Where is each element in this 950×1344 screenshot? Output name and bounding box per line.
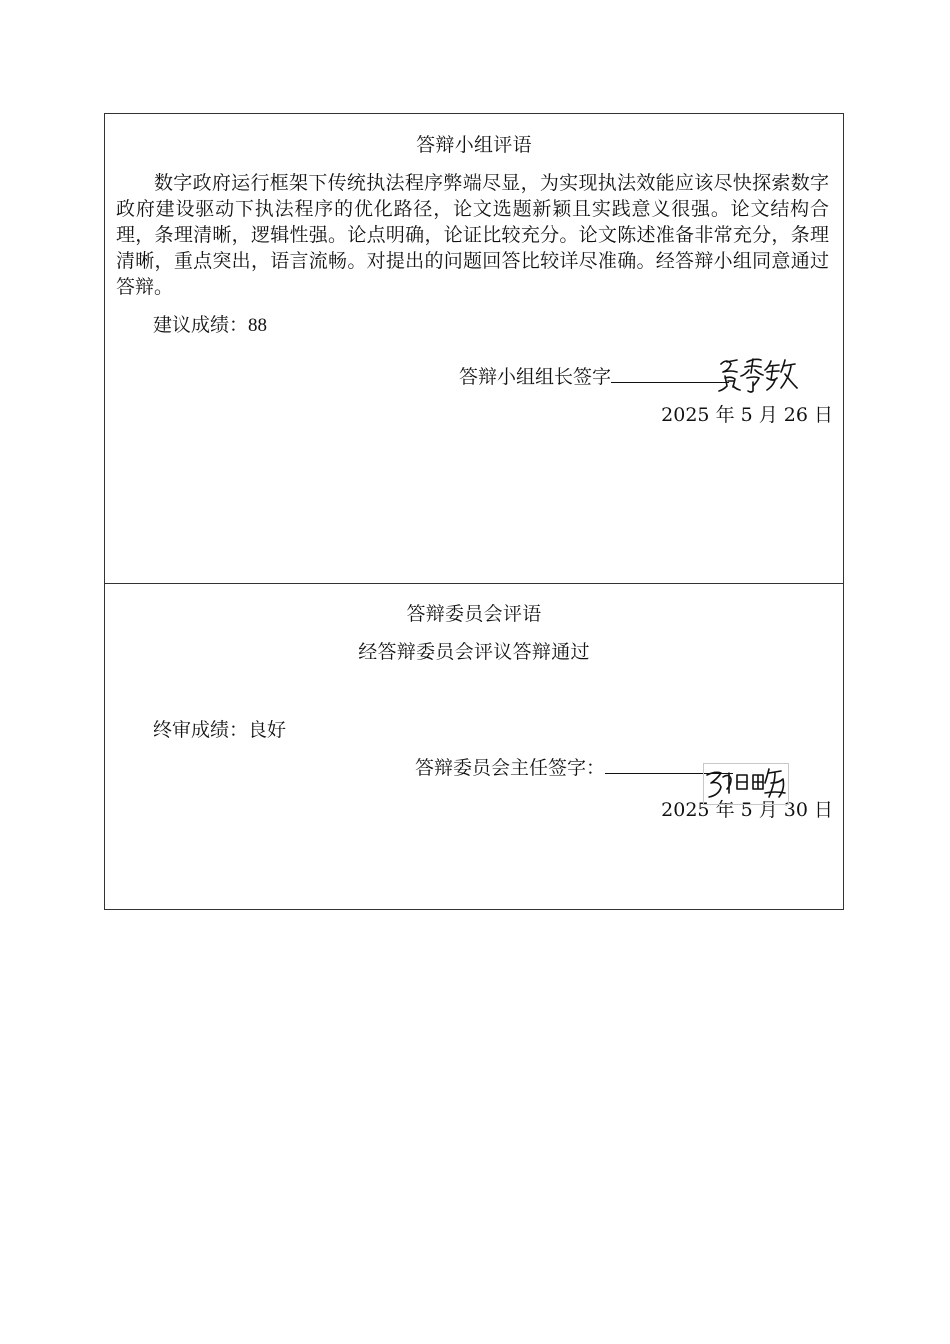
suggested-score-line: [153, 310, 267, 337]
defense-group-heading: 答辩小组评语: [416, 134, 532, 156]
committee-director-signature-line: [415, 753, 733, 780]
suggested-score-label: 建议成绩：: [153, 314, 249, 336]
group-leader-handwritten-signature: [715, 354, 801, 394]
final-score-value: 良好: [248, 719, 287, 741]
defense-group-date: 2025 年 5 月 26 日: [661, 404, 833, 426]
group-leader-signature-label: 答辩小组组长签字: [459, 366, 612, 388]
defense-committee-heading: 答辩委员会评语: [406, 603, 542, 625]
final-score-label: 终审成绩：: [153, 719, 249, 741]
final-score-line: [153, 715, 286, 742]
defense-group-section: [105, 114, 843, 584]
committee-director-signature-label: 答辩委员会主任签字：: [415, 757, 606, 779]
defense-committee-date: 2025 年 5 月 30 日: [661, 799, 833, 821]
defense-group-comment: 数字政府运行框架下传统执法程序弊端尽显，为实现执法效能应该尽快探索数字政府建设驱动下执法程序的优化路径，论文选题新颖且实践意义很强。论文结构合理，条理清晰，逻辑性强。论点明确，论证比较充分。论文陈述准备非常充分，条理清晰，重点突出，语言流畅。对提出的问题回答比较详尽准确。经答辩小组同意通过答辩。: [116, 172, 829, 298]
suggested-score-value: 88: [248, 315, 268, 336]
defense-evaluation-form: [104, 113, 844, 910]
committee-director-handwritten-signature: [703, 763, 789, 805]
defense-committee-comment: 经答辩委员会评议答辩通过: [358, 641, 590, 663]
group-leader-signature-blank: [611, 364, 729, 383]
defense-committee-section: [105, 583, 843, 909]
group-leader-signature-line: [459, 362, 729, 389]
